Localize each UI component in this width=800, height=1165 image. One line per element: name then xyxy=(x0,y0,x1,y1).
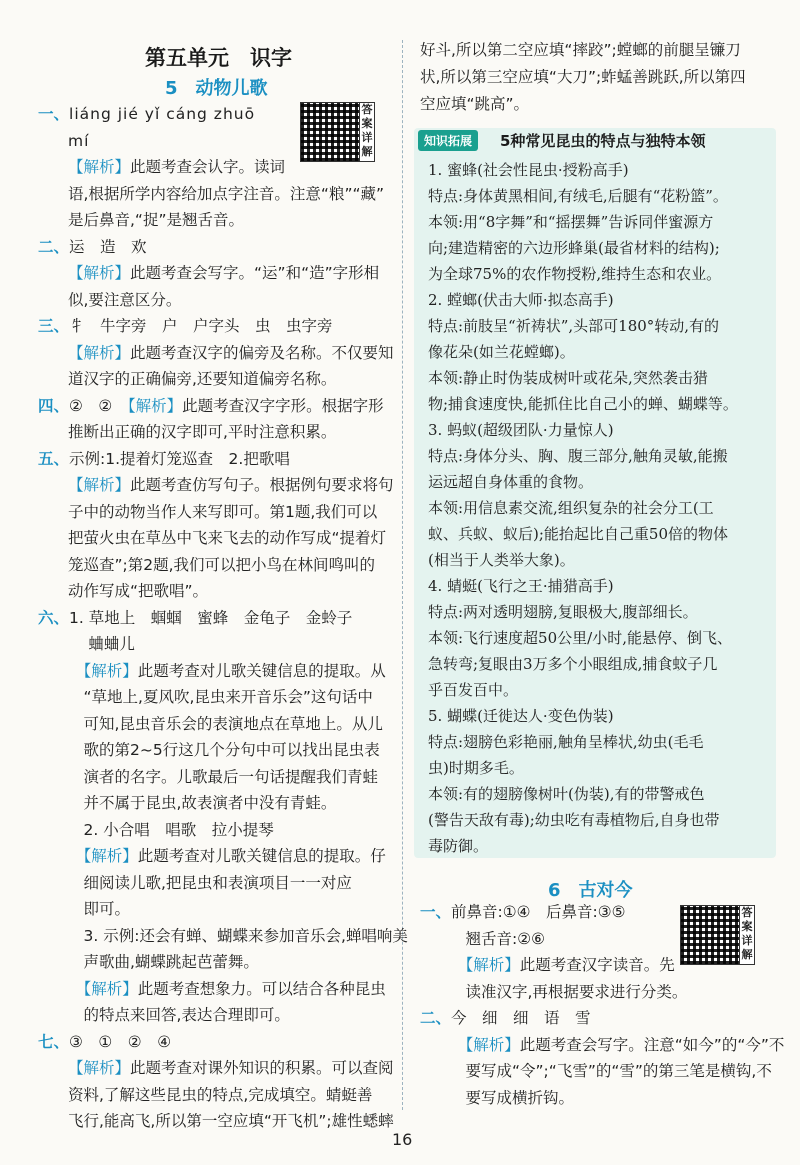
page-number: 16 xyxy=(392,1130,413,1149)
answer-text: 细阅读儿歌,把昆虫和表演项目一一对应 xyxy=(68,873,352,892)
answer-text: 翘舌音:②⑥ xyxy=(450,929,546,948)
left-line xyxy=(38,237,147,257)
knowledge-line: 特点:身体分头、胸、腹三部分,触角灵敏,能搬 xyxy=(428,447,728,465)
question-number: 六、 xyxy=(38,608,70,627)
question-number: 七、 xyxy=(38,1032,70,1051)
answer-text: 资料,了解这些昆虫的特点,完成填空。蜻蜓善 xyxy=(68,1085,373,1104)
knowledge-line: 像花朵(如兰花螳螂)。 xyxy=(428,343,575,361)
analysis-tag: 【解析】 xyxy=(68,661,138,680)
left-line xyxy=(68,581,208,601)
knowledge-line: 本领:有的翅膀像树叶(伪装),有的带警戒色 xyxy=(428,785,705,803)
answer-text: 此题考查汉字读音。先 xyxy=(519,956,675,974)
answer-text: “草地上,夏风吹,昆虫来开音乐会”这句话中 xyxy=(68,688,373,706)
analysis-tag: 【解析】 xyxy=(450,1035,520,1054)
knowledge-line: 毒防御。 xyxy=(428,837,489,855)
lesson6-line xyxy=(450,982,687,1002)
knowledge-line: 急转弯;复眼由3万多个小眼组成,捕食蚊子几 xyxy=(428,655,718,673)
question-number: 三、 xyxy=(38,317,70,335)
answer-text: 读准汉字,再根据要求进行分类。 xyxy=(450,982,688,1001)
left-line xyxy=(68,1111,394,1131)
analysis-tag: 【解析】 xyxy=(68,158,131,176)
left-line xyxy=(68,767,378,787)
answer-text: 似,要注意区分。 xyxy=(68,290,182,309)
answer-text: 把萤火虫在草丛中飞来飞去的动作写成“提着灯 xyxy=(68,529,387,547)
left-line xyxy=(38,104,255,124)
answer-text: 推断出正确的汉字即可,平时注意积累。 xyxy=(68,423,337,441)
knowledge-line: 蚁、兵蚁、蚁后);能抬起比自己重50倍的物体 xyxy=(428,525,728,543)
lesson-5-title: 5 动物儿歌 xyxy=(165,78,268,99)
knowledge-line: 特点:翅膀色彩艳丽,触角呈棒状,幼虫(毛毛 xyxy=(428,733,704,751)
left-line xyxy=(68,846,386,866)
answer-text: 牜 牛字旁 户 户字头 虫 虫字旁 xyxy=(69,317,333,335)
answer-text: mí xyxy=(68,131,90,150)
analysis-tag: 【解析】 xyxy=(450,956,520,974)
answer-text: 今 细 细 语 雪 xyxy=(451,1009,591,1027)
analysis-tag: 【解析】 xyxy=(68,847,138,865)
knowledge-line: (警告天敌有毒);幼虫吃有毒植物后,自身也带 xyxy=(428,811,720,829)
left-line xyxy=(68,793,336,813)
answer-text: 此题考查会写字。注意“如今”的“今”不 xyxy=(519,1035,785,1054)
knowledge-line: 本领:静止时伪装成树叶或花朵,突然袭击猎 xyxy=(428,369,708,387)
answer-text: 此题考查对儿歌关键信息的提取。从 xyxy=(137,661,386,680)
left-line xyxy=(68,687,373,707)
knowledge-line: 为全球75%的农作物授粉,维持生态和农业。 xyxy=(428,265,722,283)
analysis-tag: 【解析】 xyxy=(68,264,131,282)
qr-label: 答案详解 xyxy=(740,905,755,965)
lesson6-line xyxy=(450,1035,784,1055)
answer-text: 2. 小合唱 唱歌 拉小提琴 xyxy=(68,820,274,839)
lesson6-line xyxy=(420,902,626,922)
answer-text: 演者的名字。儿歌最后一句话提醒我们青蛙 xyxy=(68,767,379,786)
lesson6-line xyxy=(450,955,675,975)
question-number: 四、 xyxy=(38,396,70,415)
left-line xyxy=(68,157,285,177)
left-line xyxy=(38,316,333,336)
qr-code-lesson6[interactable] xyxy=(680,905,753,971)
knowledge-line: (相当于人类举大象)。 xyxy=(428,551,575,569)
left-line xyxy=(68,1058,394,1078)
answer-text: 示例:1.提着灯笼巡查 2.把歌唱 xyxy=(69,449,290,468)
answer-text: 此题考查会认字。读词 xyxy=(130,158,286,176)
left-line xyxy=(68,290,181,310)
answer-text: 即可。 xyxy=(68,900,131,918)
analysis-tag: 【解析】 xyxy=(68,1059,131,1077)
left-line xyxy=(68,661,386,681)
answer-text: 歌的第2~5行这几个分句中可以找出昆虫表 xyxy=(68,741,380,759)
left-line xyxy=(68,502,377,522)
left-line xyxy=(68,952,259,972)
answer-text: liáng jié yǐ cáng zhuō xyxy=(69,105,256,123)
knowledge-line: 本领:用“8字舞”和“摇摆舞”告诉同伴蜜源方 xyxy=(428,213,714,231)
knowledge-line: 3. 蚂蚁(超级团队·力量惊人) xyxy=(428,421,614,439)
lesson6-line xyxy=(420,1008,591,1028)
left-line xyxy=(68,820,274,840)
column-divider xyxy=(402,40,403,1110)
unit-title: 第五单元 识字 xyxy=(145,46,292,70)
answer-text: 飞行,能高飞,所以第一空应填“开飞机”;雄性蟋蟀 xyxy=(68,1112,394,1130)
left-line xyxy=(68,1085,372,1105)
answer-text: 此题考查想象力。可以结合各种昆虫 xyxy=(137,979,386,998)
answer-text: 此题考查对课外知识的积累。可以查阅 xyxy=(130,1059,394,1077)
analysis-tag: 【解析】 xyxy=(127,396,183,415)
answer-text: 是后鼻音,“捉”是翘舌音。 xyxy=(68,211,244,229)
answer-text: 道汉字的正确偏旁,还要知道偏旁名称。 xyxy=(68,370,337,388)
answer-text: ② ② xyxy=(69,396,128,415)
left-line xyxy=(68,740,380,760)
left-line xyxy=(68,369,336,389)
answer-text: 可知,昆虫音乐会的表演地点在草地上。从儿 xyxy=(68,714,383,733)
left-line xyxy=(38,449,290,469)
knowledge-line: 乎百发百中。 xyxy=(428,681,519,699)
answer-text: ③ ① ② ④ xyxy=(69,1032,172,1051)
answer-text: 声歌曲,蝴蝶跳起芭蕾舞。 xyxy=(68,953,259,971)
left-line xyxy=(38,608,352,628)
knowledge-line: 特点:两对透明翅膀,复眼极大,腹部细长。 xyxy=(428,603,698,621)
left-line xyxy=(38,1032,171,1052)
lesson6-line xyxy=(450,1088,574,1108)
left-line xyxy=(68,634,135,654)
knowledge-line: 物;捕食速度快,能抓住比自己小的蝉、蝴蝶等。 xyxy=(428,395,738,413)
left-line xyxy=(68,926,408,946)
answer-text: 动作写成“把歌唱”。 xyxy=(68,582,209,600)
question-number: 二、 xyxy=(420,1009,452,1027)
left-line xyxy=(68,714,383,734)
left-line xyxy=(68,422,336,442)
left-line xyxy=(68,899,130,919)
question-number: 一、 xyxy=(420,903,452,921)
knowledge-line: 4. 蜻蜓(飞行之王·捕猎高手) xyxy=(428,577,614,595)
left-line xyxy=(68,555,375,575)
lesson-6-title: 6 古对今 xyxy=(548,880,633,901)
answer-text: 要写成“令”;“飞雪”的“雪”的第三笔是横钩,不 xyxy=(450,1062,772,1080)
left-line xyxy=(68,131,89,151)
knowledge-line: 特点:前肢呈“祈祷状”,头部可180°转动,有的 xyxy=(428,317,720,335)
knowledge-line: 虫)时期多毛。 xyxy=(428,759,524,777)
answer-text: 此题考查汉字的偏旁及名称。不仅要知 xyxy=(130,343,394,362)
answer-text: 此题考查会写字。“运”和“造”字形相 xyxy=(130,264,380,282)
knowledge-badge: 知识拓展 xyxy=(418,130,478,151)
left-line xyxy=(68,184,384,204)
left-line xyxy=(68,528,386,548)
answer-text: 此题考查仿写句子。根据例句要求将句 xyxy=(130,476,394,494)
continued-line: 空应填“跳高”。 xyxy=(420,95,530,113)
answer-text: 此题考查对儿歌关键信息的提取。仔 xyxy=(137,847,386,865)
qr-code-lesson5[interactable] xyxy=(300,102,373,168)
knowledge-line: 2. 螳螂(伏击大师·拟态高手) xyxy=(428,291,614,309)
lesson6-line xyxy=(450,1061,772,1081)
answer-text: 语,根据所学内容给加点字注音。注意“粮”“藏” xyxy=(68,184,385,203)
question-number: 五、 xyxy=(38,449,70,468)
analysis-tag: 【解析】 xyxy=(68,979,138,998)
left-line xyxy=(68,979,386,999)
analysis-tag: 【解析】 xyxy=(68,343,131,362)
answer-text: 1. 草地上 蝈蝈 蜜蜂 金龟子 金蛉子 xyxy=(69,608,353,627)
answer-text: 前鼻音:①④ 后鼻音:③⑤ xyxy=(451,903,626,921)
continued-line: 好斗,所以第二空应填“摔跤”;螳螂的前腿呈镰刀 xyxy=(420,41,741,59)
answer-text: 3. 示例:还会有蝉、蝴蝶来参加音乐会,蝉唱响美 xyxy=(68,926,408,945)
lesson6-line xyxy=(450,929,545,949)
answer-text: 运 造 欢 xyxy=(69,237,147,256)
continued-line: 状,所以第三空应填“大刀”;蚱蜢善跳跃,所以第四 xyxy=(420,68,746,86)
qr-code-icon xyxy=(680,905,740,965)
answer-text: 并不属于昆虫,故表演者中没有青蛙。 xyxy=(68,794,337,812)
left-line xyxy=(68,873,352,893)
qr-label: 答案详解 xyxy=(360,102,375,162)
knowledge-line: 向;建造精密的六边形蜂巢(最省材料的结构); xyxy=(428,239,720,257)
answer-text: 的特点来回答,表达合理即可。 xyxy=(68,1006,290,1024)
left-line xyxy=(68,343,394,363)
knowledge-line: 本领:用信息素交流,组织复杂的社会分工(工 xyxy=(428,499,714,517)
left-line xyxy=(38,396,384,416)
answer-text: 要写成横折钩。 xyxy=(450,1088,575,1107)
knowledge-line: 运远超自身体重的食物。 xyxy=(428,473,594,491)
answer-text: 蛐蛐儿 xyxy=(68,635,135,653)
knowledge-line: 本领:飞行速度超50公里/小时,能悬停、倒飞、 xyxy=(428,629,732,647)
answer-text: 子中的动物当作人来写即可。第1题,我们可以 xyxy=(68,502,378,521)
left-line xyxy=(68,475,394,495)
qr-code-icon xyxy=(300,102,360,162)
question-number: 一、 xyxy=(38,105,70,123)
knowledge-line: 1. 蜜蜂(社会性昆虫·授粉高手) xyxy=(428,161,629,179)
answer-text: 笼巡查”;第2题,我们可以把小鸟在林间鸣叫的 xyxy=(68,555,376,574)
question-number: 二、 xyxy=(38,237,70,256)
knowledge-line: 5. 蝴蝶(迁徙达人·变色伪装) xyxy=(428,707,614,725)
left-line xyxy=(68,263,379,283)
analysis-tag: 【解析】 xyxy=(68,476,131,494)
left-line xyxy=(68,210,244,230)
knowledge-line: 特点:身体黄黑相间,有绒毛,后腿有“花粉篮”。 xyxy=(428,187,728,205)
answer-text: 此题考查汉字字形。根据字形 xyxy=(182,396,384,415)
left-line xyxy=(68,1005,290,1025)
knowledge-title: 5种常见昆虫的特点与独特本领 xyxy=(500,132,706,150)
